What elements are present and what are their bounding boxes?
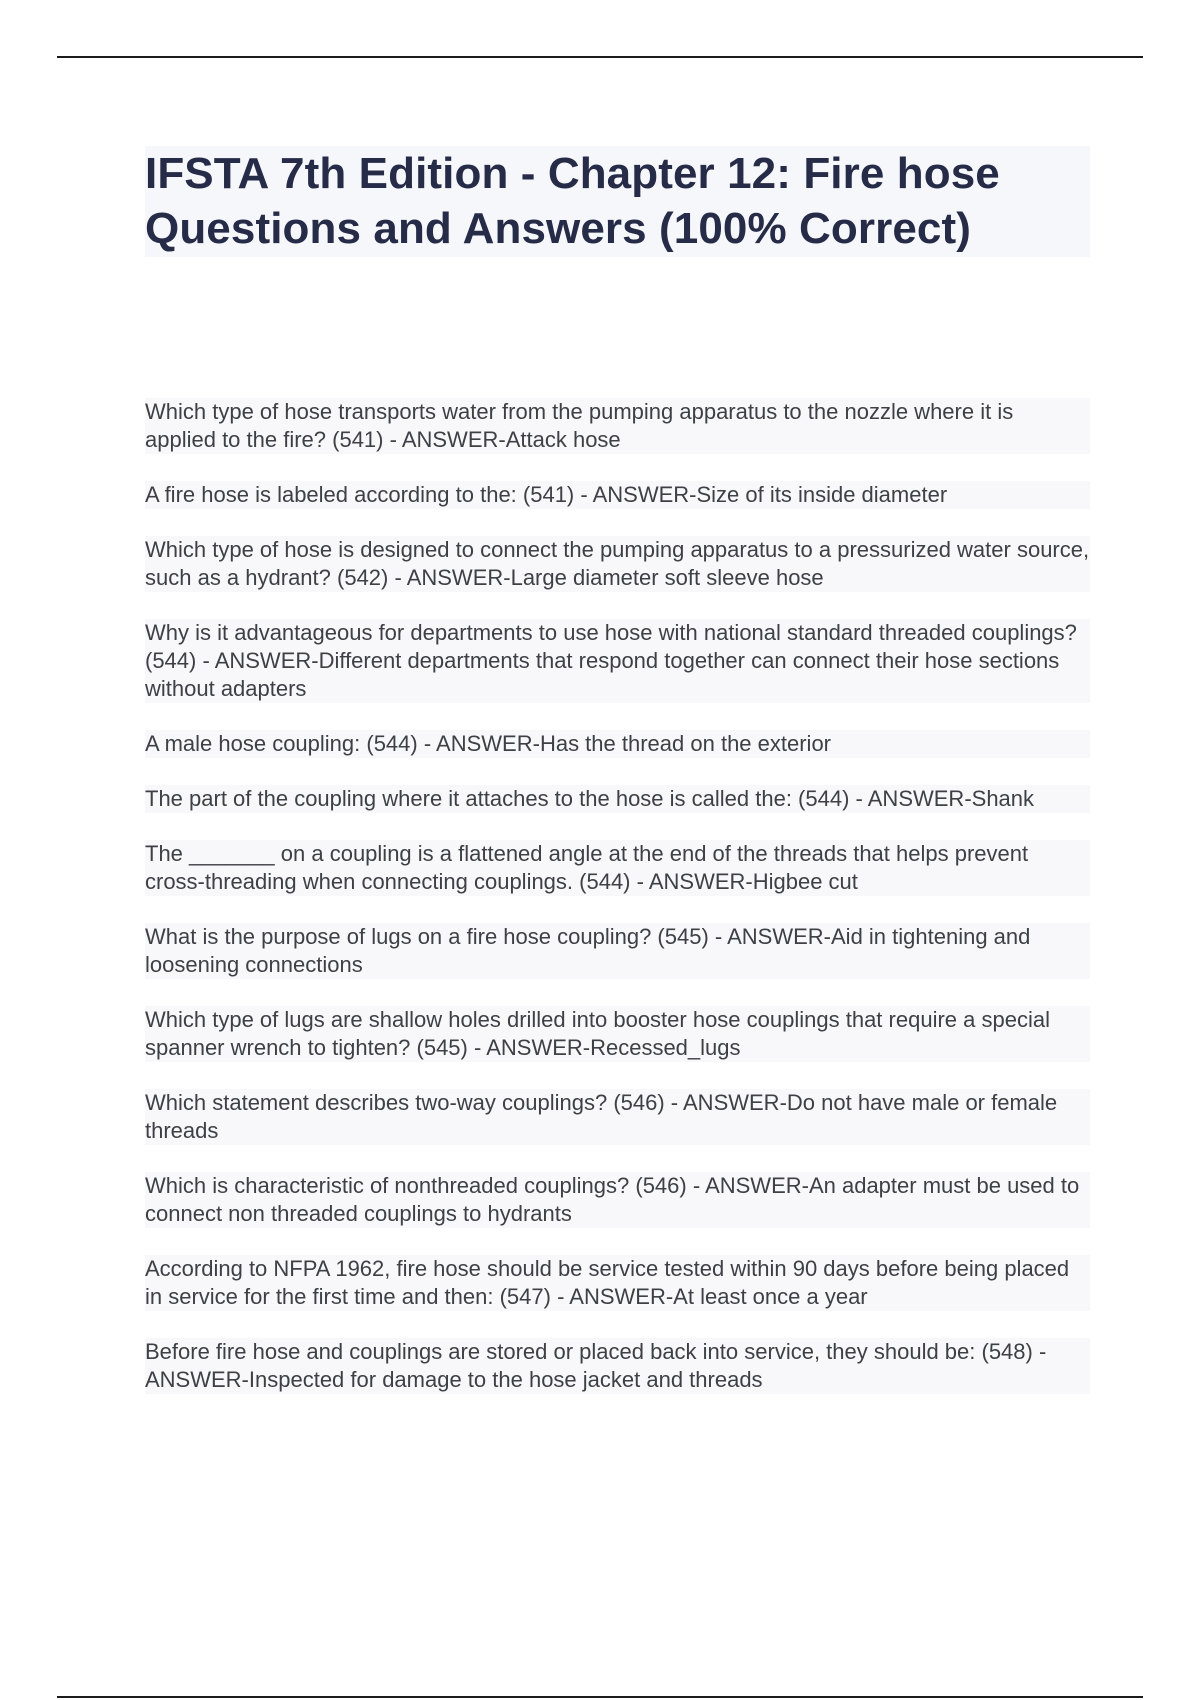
qa-item: Why is it advantageous for departments to use hose with national standard threaded couplings? (544) - ANSWER-Different departments that respond together can connect their hose sections without adapters: [145, 619, 1090, 703]
qa-item: Before fire hose and couplings are stored or placed back into service, they should be: (548) - ANSWER-Inspected for damage to the hose jacket and threads: [145, 1338, 1090, 1394]
qa-item: The part of the coupling where it attaches to the hose is called the: (544) - ANSWER-Shank: [145, 785, 1090, 813]
qa-item: Which type of hose is designed to connect the pumping apparatus to a pressurized water source, such as a hydrant? (542) - ANSWER-Large diameter soft sleeve hose: [145, 537, 1090, 590]
qa-item: According to NFPA 1962, fire hose should be service tested within 90 days before being placed in service for the first time and then: (547) - ANSWER-At least once a year: [145, 1255, 1090, 1311]
title-block: [145, 146, 1090, 257]
qa-item: A fire hose is labeled according to the: (541) - ANSWER-Size of its inside diameter: [145, 481, 1090, 509]
qa-item: Which is characteristic of nonthreaded couplings? (546) - ANSWER-An adapter must be used to connect non threaded couplings to hydrants: [145, 1172, 1090, 1228]
bottom-divider: [57, 1696, 1143, 1698]
qa-item: Which statement describes two-way couplings? (546) - ANSWER-Do not have male or female threads: [145, 1089, 1090, 1145]
page-title: IFSTA 7th Edition - Chapter 12: Fire hose Questions and Answers (100% Correct): [145, 149, 1000, 253]
qa-list: [145, 398, 1090, 1421]
qa-item: Which type of hose transports water from the pumping apparatus to the nozzle where it is applied to the fire? (541) - ANSWER-Attack hose: [145, 398, 1090, 454]
top-divider: [57, 56, 1143, 58]
qa-item: What is the purpose of lugs on a fire hose coupling? (545) - ANSWER-Aid in tightening and loosening connections: [145, 923, 1090, 979]
qa-item: The _______ on a coupling is a flattened angle at the end of the threads that helps prevent cross-threading when connecting couplings. (544) - ANSWER-Higbee cut: [145, 840, 1090, 896]
qa-item: A male hose coupling: (544) - ANSWER-Has the thread on the exterior: [145, 730, 1090, 758]
qa-item: Which type of lugs are shallow holes drilled into booster hose couplings that require a special spanner wrench to tighten? (545) - ANSWER-Recessed_lugs: [145, 1006, 1090, 1062]
